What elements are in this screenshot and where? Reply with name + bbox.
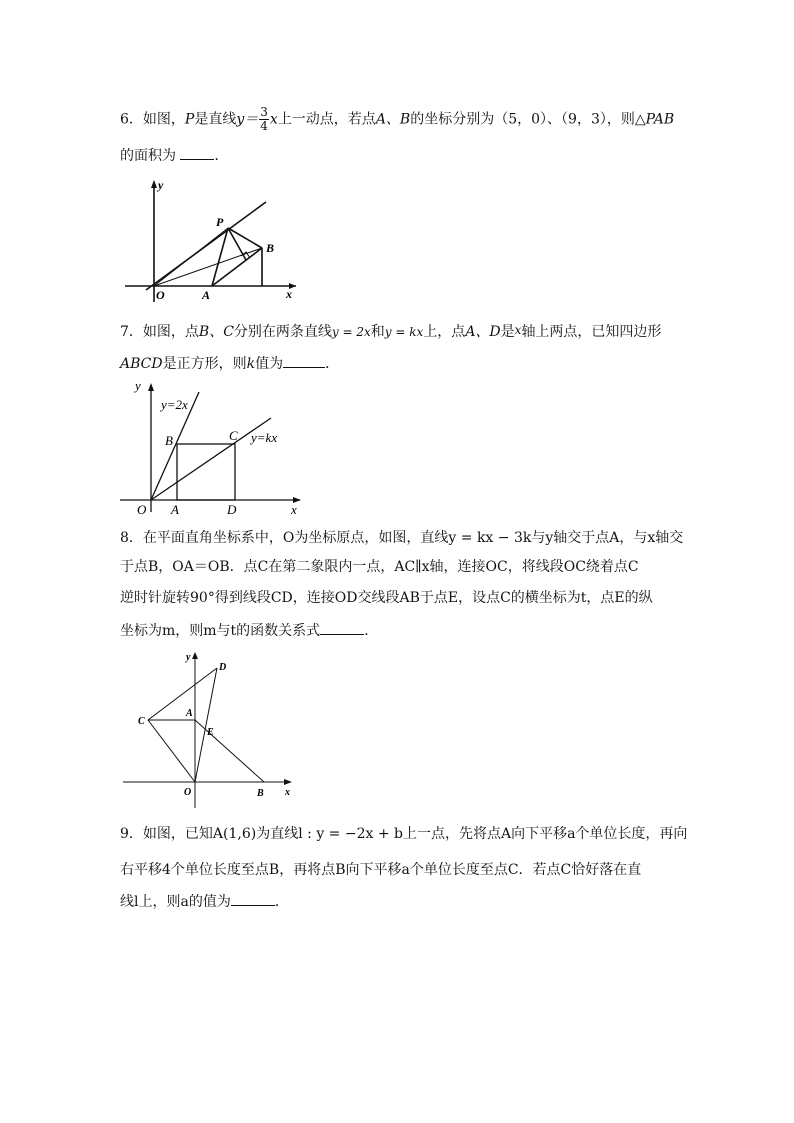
label-P: P — [216, 215, 224, 229]
problem-6-line-2 — [120, 145, 680, 166]
text: 是直线 — [194, 111, 237, 128]
label-x: x — [291, 502, 297, 517]
line-y-3-4x — [146, 202, 266, 290]
text: 值为 — [255, 356, 284, 372]
figure-problem-8 — [118, 648, 298, 804]
label-y-2x: y=2x — [161, 397, 188, 412]
problem-8-line-1 — [120, 528, 684, 548]
segment-OD — [195, 668, 217, 782]
y-axis-arrow — [192, 652, 198, 659]
problem-7-number: 7． — [120, 324, 143, 340]
label-D: D — [227, 502, 237, 517]
text: 上，点 — [423, 324, 466, 340]
problem-8-line-2 — [120, 557, 680, 577]
problem-9-line-2 — [120, 860, 680, 880]
label-E: E — [207, 727, 214, 738]
text: 于点B，OA＝OB．点C在第二象限内一点，AC∥x轴，连接OC，将线段OC绕着点C — [120, 559, 639, 575]
problem-7-line-2 — [120, 353, 680, 374]
text: 和 — [370, 324, 385, 340]
text: 分别在两条直线 — [233, 324, 332, 340]
label-y: y — [135, 378, 141, 393]
numerator: 3 — [260, 105, 268, 119]
figure-problem-7 — [115, 378, 310, 518]
label-O: O — [184, 787, 192, 798]
problem-9-line-3 — [120, 891, 680, 912]
label-y: y — [158, 178, 164, 192]
denominator: 4 — [260, 119, 268, 133]
y-axis-arrow — [148, 383, 154, 391]
text: 在平面直角坐标系中，O为坐标原点，如图，直线y = kx − 3k与y轴交于点A，与x轴交 — [142, 530, 684, 546]
label-A: A — [186, 708, 193, 719]
label-y-kx: y=kx — [251, 430, 278, 445]
var: P — [184, 111, 195, 128]
problem-8-number: 8． — [120, 530, 143, 546]
text: 轴上两点，已知四边形 — [521, 324, 662, 340]
label-O: O — [156, 288, 165, 302]
answer-blank[interactable] — [180, 145, 214, 160]
segment-OB — [154, 248, 262, 286]
label-B: B — [165, 433, 173, 448]
var: PAB — [645, 111, 675, 128]
label-C: C — [229, 428, 238, 443]
text: 如图，已知A(1,6)为直线l : y = −2x + b上一点，先将点A向下平移a个单位长度，再向 — [142, 826, 688, 842]
text: 的面积为 — [120, 148, 176, 164]
equation-lhs: y＝ — [236, 111, 259, 128]
label-C: C — [138, 716, 145, 727]
text: 上一动点，若点 — [277, 111, 376, 128]
text: 右平移4个单位长度至点B，再将点B向下平移a个单位长度至点C．若点C恰好落在直 — [120, 862, 642, 878]
label-A: A — [202, 288, 211, 302]
problem-9-number: 9． — [120, 826, 143, 842]
x-axis-arrow — [284, 779, 292, 785]
text: ． — [274, 894, 289, 910]
var: ABCD — [120, 356, 163, 372]
segment-AB — [195, 720, 264, 782]
label-B: B — [266, 241, 275, 255]
text: ． — [325, 356, 340, 372]
segment-CD — [148, 668, 217, 720]
problem-6-number: 6． — [120, 111, 143, 128]
fraction-3-4 — [259, 106, 269, 133]
answer-blank[interactable] — [283, 353, 325, 368]
problem-7-line-1 — [120, 320, 680, 342]
problem-6-line-1 — [120, 106, 680, 133]
equation-rhs: x — [269, 111, 278, 128]
var: B、C — [198, 324, 234, 340]
equation: y = kx — [384, 325, 424, 339]
y-axis-arrow — [151, 180, 157, 188]
text: 是正方形，则 — [162, 356, 247, 372]
var: k — [246, 356, 256, 372]
square-ABCD — [177, 444, 235, 500]
var: x — [514, 323, 522, 337]
text: 是 — [500, 324, 515, 340]
label-A: A — [171, 502, 179, 517]
var: A、B — [375, 111, 411, 128]
problem-8-line-4 — [120, 620, 680, 641]
segment-OP — [154, 228, 228, 286]
label-x: x — [286, 287, 292, 301]
text: 的坐标分别为（5，0）、（9，3），则△ — [410, 111, 646, 128]
segment-AB — [212, 248, 262, 286]
text: ． — [364, 623, 379, 639]
label-y: y — [186, 652, 191, 663]
label-B: B — [257, 788, 264, 799]
figure-problem-6 — [120, 176, 310, 306]
answer-blank[interactable] — [231, 891, 275, 906]
label-O: O — [137, 502, 147, 517]
text: 如图，点 — [142, 324, 199, 340]
var: A、D — [465, 324, 501, 340]
problem-8-line-3 — [120, 588, 680, 608]
text: 如图， — [142, 111, 185, 128]
text: 逆时针旋转90°得到线段CD，连接OD交线段AB于点E，设点C的横坐标为t，点E的纵 — [120, 590, 653, 606]
label-D: D — [219, 662, 227, 673]
label-x: x — [285, 787, 290, 798]
problem-9-line-1 — [120, 824, 688, 844]
segment-OC — [148, 720, 195, 782]
text: ． — [214, 148, 229, 164]
answer-blank[interactable] — [320, 620, 364, 635]
equation: y = 2x — [331, 325, 371, 339]
text: 坐标为m，则m与t的函数关系式 — [120, 623, 321, 639]
text: 线l上，则a的值为 — [120, 894, 231, 910]
